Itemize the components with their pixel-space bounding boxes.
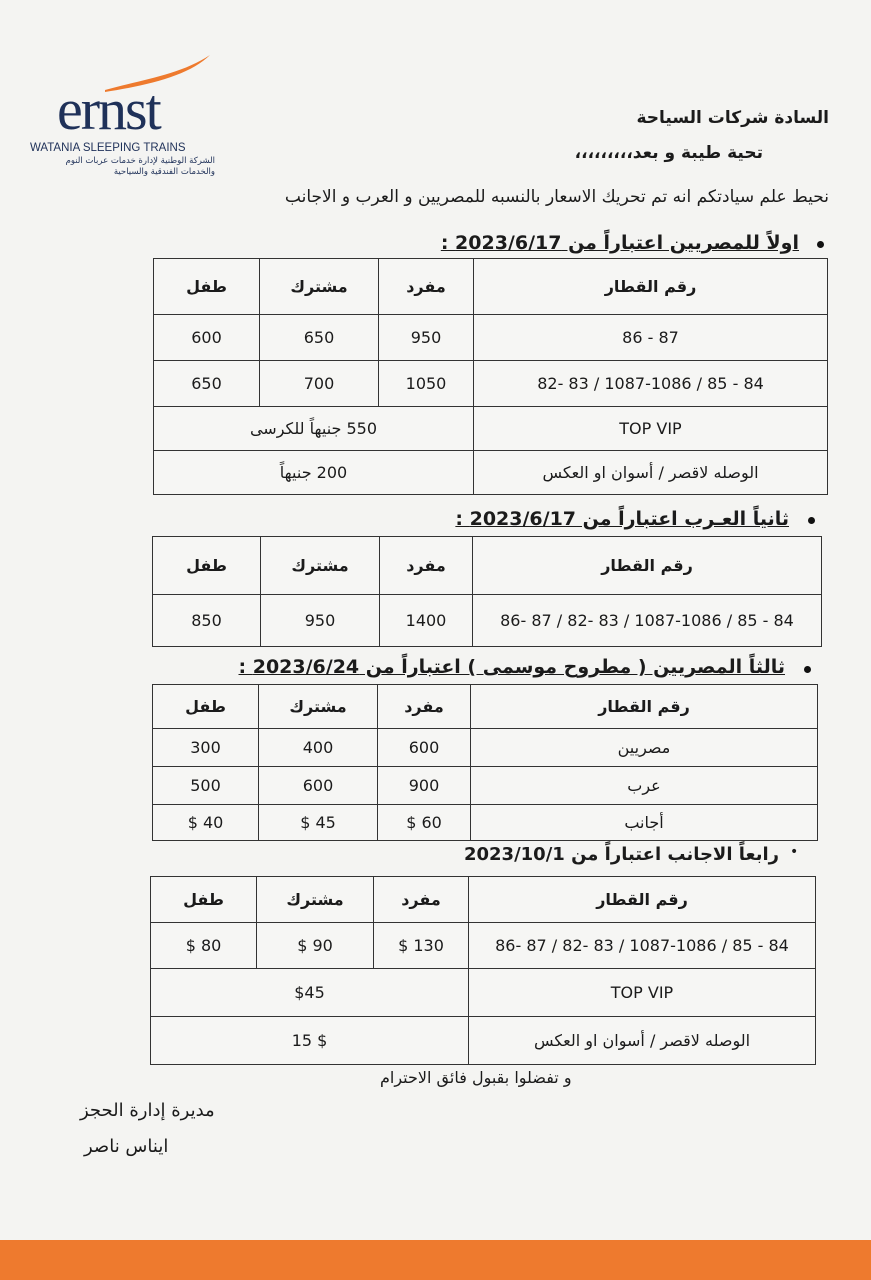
train-number: 84 - 85 / 1087-1086 / 83 -82 [474,361,828,407]
table-row [153,805,818,841]
price-single: 900 [378,767,471,805]
table-row [151,1017,816,1065]
price-shared: 600 [259,767,378,805]
section2-title: ثانياً العـرب اعتباراً من 2023/6/17 : [455,508,789,530]
section3-table [152,684,818,841]
section1-title: اولاً للمصريين اعتباراً من 2023/6/17 : [440,232,799,254]
col-single-header: مفرد [379,259,474,315]
col-single-header: مفرد [380,537,473,595]
table-row [154,361,828,407]
table-row [153,767,818,805]
intro-line: نحيط علم سيادتكم انه تم تحريك الاسعار بالنسبه للمصريين و العرب و الاجانب [284,187,829,207]
price-shared: 700 [260,361,379,407]
price-child: 600 [154,315,260,361]
category-name: مصريين [471,729,818,767]
service-price: $45 [151,969,469,1017]
col-train-header: رقم القطار [474,259,828,315]
price-shared: 650 [260,315,379,361]
table-row [154,315,828,361]
recipient-line: السادة شركات السياحة [636,108,829,128]
price-child: 850 [153,595,261,647]
col-train-header: رقم القطار [469,877,816,923]
table-row [151,923,816,969]
col-child-header: طفل [153,537,261,595]
section4-table [150,876,816,1065]
price-child: 300 [153,729,259,767]
price-child: 650 [154,361,260,407]
price-single: 1400 [380,595,473,647]
service-name: TOP VIP [474,407,828,451]
price-child: 500 [153,767,259,805]
price-shared: 950 [261,595,380,647]
service-name: الوصله لاقصر / أسوان او العكس [474,451,828,495]
price-single: 130 $ [374,923,469,969]
col-shared-header: مشترك [257,877,374,923]
table-row [151,969,816,1017]
footer-band [0,1240,871,1280]
table-row [153,595,822,647]
price-child: 40 $ [153,805,259,841]
col-shared-header: مشترك [261,537,380,595]
col-child-header: طفل [154,259,260,315]
col-single-header: مفرد [374,877,469,923]
signature-name: ايناس ناصر [84,1136,169,1157]
closing-line: و تفضلوا بقبول فائق الاحترام [380,1068,572,1087]
price-child: 80 $ [151,923,257,969]
price-shared: 45 $ [259,805,378,841]
price-single: 60 $ [378,805,471,841]
company-logo [30,50,230,190]
train-number: 84 - 85 / 1087-1086 / 83 -82 / 87 -86 [473,595,822,647]
section3-title: ثالثاً المصريين ( مطروح موسمى ) اعتباراً من 2023/6/24 : [238,656,785,678]
col-shared-header: مشترك [259,685,378,729]
section4-title: رابعاً الاجانب اعتباراً من 2023/10/1 [463,844,779,865]
section1-table [153,258,828,495]
service-name: TOP VIP [469,969,816,1017]
price-shared: 400 [259,729,378,767]
col-child-header: طفل [153,685,259,729]
table-row [154,407,828,451]
section2-table [152,536,822,647]
col-train-header: رقم القطار [473,537,822,595]
service-name: الوصله لاقصر / أسوان او العكس [469,1017,816,1065]
greeting-line: تحية طيبة و بعد،،،،،،،،، [574,143,763,163]
bullet-icon [817,241,824,248]
table-row [153,729,818,767]
price-shared: 90 $ [257,923,374,969]
train-number: 84 - 85 / 1087-1086 / 83 -82 / 87 -86 [469,923,816,969]
logo-arabic-name: الشركة الوطنية لإدارة خدمات عربات النوم والخدمات الفندقية والسياحية [65,156,215,177]
col-single-header: مفرد [378,685,471,729]
train-number: 87 - 86 [474,315,828,361]
bullet-icon [808,517,815,524]
price-single: 950 [379,315,474,361]
signature-title: مديرة إدارة الحجز [80,1100,215,1121]
category-name: أجانب [471,805,818,841]
service-price: 200 جنيهاً [154,451,474,495]
col-shared-header: مشترك [260,259,379,315]
col-child-header: طفل [151,877,257,923]
category-name: عرب [471,767,818,805]
service-price: 550 جنيهاً للكرسى [154,407,474,451]
service-price: $ 15 [151,1017,469,1065]
col-train-header: رقم القطار [471,685,818,729]
price-single: 1050 [379,361,474,407]
logo-english-name: WATANIA SLEEPING TRAINS [30,142,186,154]
price-single: 600 [378,729,471,767]
bullet-icon: • [790,844,799,860]
bullet-icon [804,666,811,673]
table-row [154,451,828,495]
logo-wordmark: ernst [57,77,160,142]
